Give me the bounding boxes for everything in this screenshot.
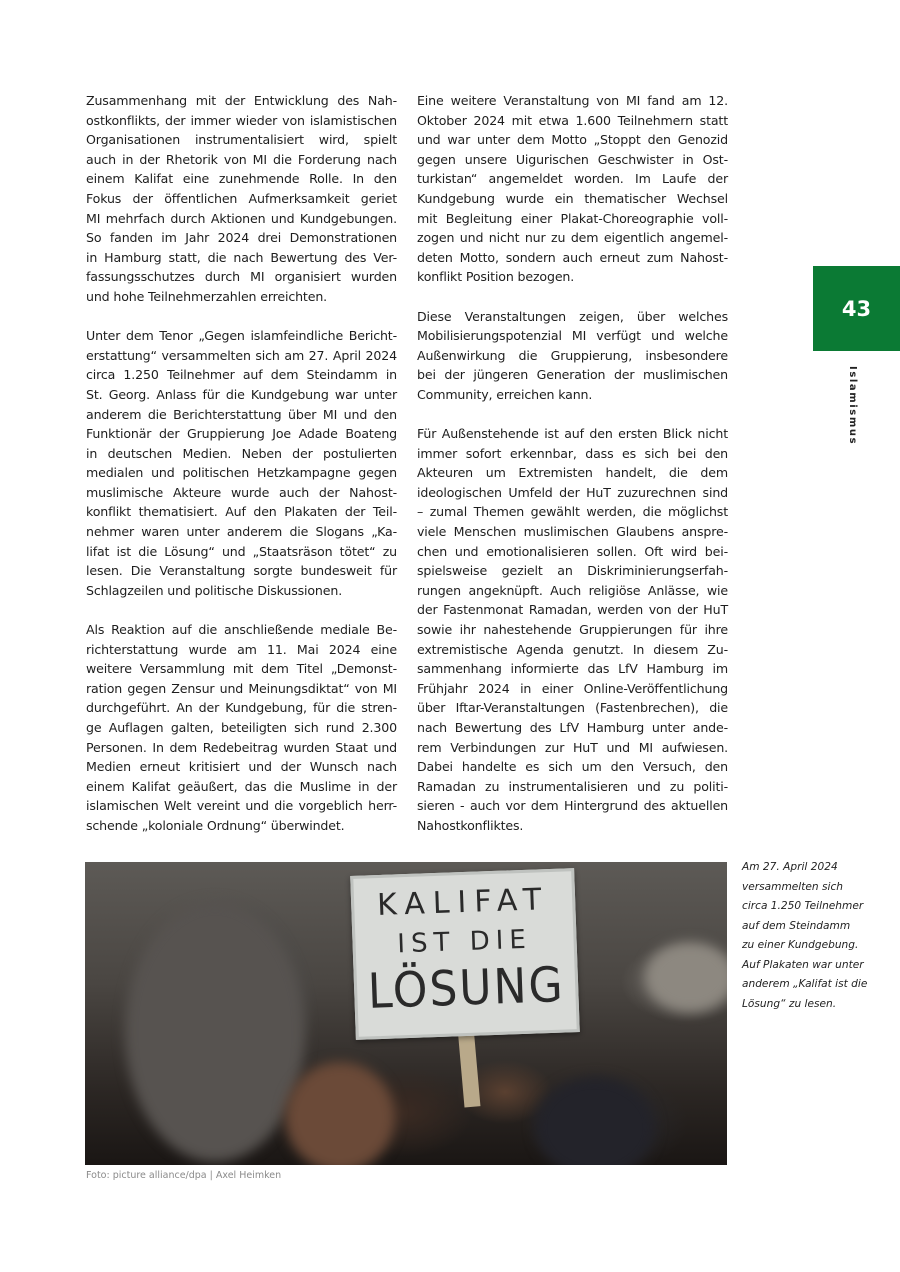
text-line: konflikt thematisiert. Auf den Plakaten der Teil- [86,504,397,520]
text-line: spielsweise gezielt an Diskriminierungserfah- [417,563,728,579]
photo-credit: Foto: picture alliance/dpa | Axel Heimken [86,1170,282,1181]
text-line: Außenwirkung die Gruppierung, insbesondere [417,347,728,363]
page-number-tab [813,266,900,351]
text-line: und hohe Teilnehmerzahlen erreichten. [86,288,328,304]
caption-line: Lösung“ zu lesen. [742,997,837,1010]
section-label: Islamismus [847,366,858,446]
demonstration-photo [85,862,727,1165]
text-line: Personen. In dem Redebeitrag wurden Staat und [86,739,397,755]
text-line: Mobilisierungspotenzial MI verfügt und welche [417,328,728,344]
text-line: fassungsschutzes durch MI organisiert wurden [86,269,397,285]
protest-sign [350,868,580,1040]
text-line: medialen und politischen Hetzkampagne gegen [86,465,397,481]
text-line: konflikt Position bezogen. [417,269,575,285]
text-line: erstattung“ versammelten sich am 27. April 2024 [86,347,397,363]
paragraph [86,620,397,836]
text-line: St. Georg. Anlass für die Kundgebung war unter [86,386,397,402]
sign-text: KALIFAT [376,882,550,924]
text-line: sammenhang informierte das LfV Hamburg im [417,661,728,677]
text-line: mit Begleitung einer Plakat-Choreographie voll- [417,210,728,226]
blurred-person [535,1077,655,1165]
caption-line: Am 27. April 2024 [742,861,838,873]
text-line: islamischen Welt vereint und die vorgeblich herr- [86,798,397,814]
text-line: einem Kalifat eine zunehmende Rolle. In den [86,171,397,187]
text-line: Unter dem Tenor „Gegen islamfeindliche Bericht- [86,328,397,344]
text-line: ration gegen Zensur und Meinungsdiktat“ von MI [86,680,397,696]
paragraph [86,91,397,307]
text-line: zogen und nicht nur zu dem eigentlich angemel- [417,230,728,246]
text-line: lesen. Die Veranstaltung sorgte bundesweit für [86,563,397,579]
text-line: Nahostkonfliktes. [417,817,524,833]
blurred-person [125,902,305,1162]
text-line: Frühjahr 2024 in einer Online-Veröffentlichung [417,680,728,696]
text-line: Als Reaktion auf die anschließende mediale Be- [86,622,397,638]
text-line: – zumal Themen gewählt werden, die möglichst [417,504,728,520]
caption-line: versammelten sich [742,880,844,893]
text-line: muslimische Akteure wurde auch der Nahost- [86,484,397,500]
text-line: in Hamburg statt, die nach Bewertung des Ver- [86,249,397,265]
text-line: MI mehrfach durch Aktionen und Kundgebungen. [86,210,397,226]
text-line: So fanden im Jahr 2024 drei Demonstrationen [86,230,397,246]
text-line: gegen unsere Uigurischen Geschwister in Ost- [417,151,728,167]
text-line: Diese Veranstaltungen zeigen, über welches [417,308,728,324]
text-line: Kundgebung wurde ein thematischer Wechsel [417,190,728,206]
caption-line: zu einer Kundgebung. [742,939,859,951]
sign-text: IST DIE [396,924,533,960]
text-line: viele Menschen muslimischen Glaubens anspre- [417,524,728,540]
text-line: Organisationen instrumentalisiert wird, spielt [86,132,397,148]
text-line: Fokus der öffentlichen Aufmerksamkeit geriet [86,190,397,206]
text-line: über Iftar-Veranstaltungen (Fastenbrechen), die [417,700,728,716]
text-line: sieren - auch vor dem Hintergrund des aktuellen [417,798,728,814]
text-line: Ramadan zu instrumentalisieren und zu politi- [417,778,728,794]
page-number: 43 [841,296,872,321]
text-line: nehmer waren unter anderem die Slogans „Ka- [86,524,397,540]
text-line: Für Außenstehende ist auf den ersten Blick nicht [417,426,728,442]
text-line: einem Kalifat geäußert, das die Muslime in der [86,778,397,794]
paragraph [417,424,728,835]
paragraph [417,91,728,287]
blurred-person [285,1062,395,1165]
text-line: Zusammenhang mit der Entwicklung des Nah- [86,93,397,108]
text-line: chen und emotionalisieren sollen. Oft wird bei- [417,543,728,559]
text-line: deten Motto, sondern auch erneut zum Nahost- [417,249,728,265]
text-line: auch in der Rhetorik von MI die Forderung nach [86,151,397,167]
caption-line: anderem „Kalifat ist die [742,978,868,990]
caption-line: Auf Plakaten war unter [742,958,864,971]
text-line: richterstattung wurde am 11. Mai 2024 eine [86,641,397,657]
text-line: rungen angeknüpft. Auch religiöse Anlässe, wie [417,582,728,598]
text-line: der Fastenmonat Ramadan, werden von der HuT [417,602,728,618]
text-line: lifat ist die Lösung“ und „Staatsräson tötet“ zu [86,543,397,559]
text-line: weitere Versammlung mit dem Titel „Demonst- [86,661,397,677]
sign-stick [458,1026,481,1107]
text-line: Akteuren um Extremisten handelt, die dem [417,465,728,481]
text-line: Community, erreichen kann. [417,386,593,402]
text-line: Eine weitere Veranstaltung von MI fand am 12. [417,93,728,108]
caption-line: auf dem Steindamm [742,919,851,932]
text-line: turkistan“ angemeldet worden. Im Laufe der [417,171,728,187]
text-line: ostkonflikts, der immer wieder von islamistischen [86,112,397,128]
text-line: durchgeführt. An der Kundgebung, für die stren- [86,700,397,716]
text-line: Funktionär der Gruppierung Joe Adade Boateng [86,426,397,442]
text-line: Schlagzeilen und politische Diskussionen. [86,582,343,598]
text-line: rem Verbindungen zur HuT und MI aufwiesen. [417,739,728,755]
text-line: immer sofort erkennbar, dass es sich bei den [417,445,728,461]
text-column-left [86,91,397,855]
paragraph [417,307,728,405]
text-line: und war unter dem Motto „Stoppt den Genozid [417,132,728,148]
text-line: ideologischen Umfeld der HuT zuzurechnen sind [417,484,728,500]
text-line: extremistische Agenda genutzt. In diesem Zu- [417,641,728,657]
text-line: sowie ihr nahestehende Gruppierungen für ihre [417,622,728,638]
text-line: in deutschen Medien. Neben der postulierten [86,445,397,461]
blurred-background [645,942,727,1012]
text-line: circa 1.250 Teilnehmer auf dem Steindamm in [86,367,397,383]
text-line: Oktober 2024 mit etwa 1.600 Teilnehmern statt [417,112,728,128]
text-line: Dabei handelte es sich um den Versuch, den [417,759,728,775]
caption-line: circa 1.250 Teilnehmer [742,900,864,912]
text-column-right [417,91,728,855]
sign-text: LÖSUNG [366,957,566,1020]
text-line: Medien erneut kritisiert und der Wunsch nach [86,759,397,775]
text-line: anderem die Berichterstattung über MI und den [86,406,397,422]
text-line: nach Bewertung des LfV Hamburg unter ande- [417,720,728,735]
text-line: schende „koloniale Ordnung“ überwindet. [86,817,345,833]
photo-caption [742,858,867,1014]
paragraph [86,326,397,600]
text-line: bei der jüngeren Generation der muslimischen [417,367,728,383]
text-line: ge Auflagen galten, beteiligten sich rund 2.300 [86,720,397,735]
